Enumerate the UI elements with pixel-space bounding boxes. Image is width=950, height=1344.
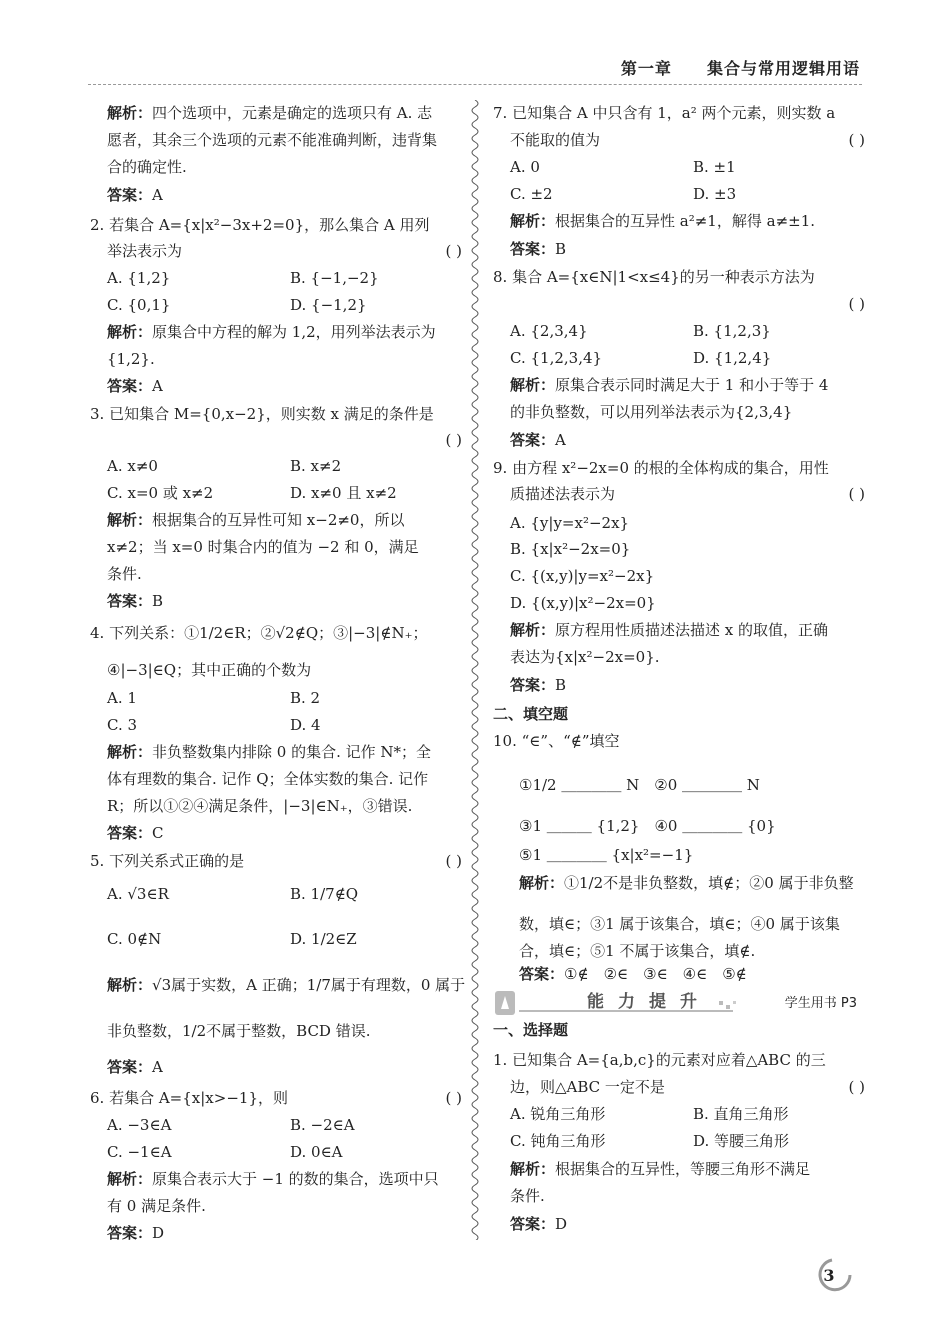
text-line [90, 657, 462, 683]
line-text: 合，填∈；⑤1 不属于该集合，填∉. [519, 942, 756, 960]
line-text: 原集合中方程的解为 1,2，用列举法表示为 [152, 323, 436, 341]
text-line [90, 346, 462, 372]
explanation-label: 解析： [107, 104, 153, 122]
text-line [493, 536, 865, 562]
section-heading [493, 701, 865, 727]
line-text: 合的确定性. [107, 158, 187, 176]
text-line [90, 561, 462, 587]
line-text: A [152, 186, 163, 204]
student-book-ref: 学生用书 P3 [784, 996, 857, 1011]
line-text: 条件. [107, 565, 142, 583]
option-b: B. 1/7∉Q [290, 885, 359, 903]
line-text: ①1/2不是非负整数，填∉；②0 属于非负整 [564, 874, 854, 892]
option-b: D. 0∈A [290, 1143, 343, 1161]
option-row [90, 685, 462, 711]
option-row [493, 181, 865, 207]
text-line [493, 1074, 865, 1100]
option-row [90, 881, 462, 907]
text-line [493, 563, 865, 589]
line-text: 非负整数集内排除 0 的集合. 记作 N*；全 [152, 743, 432, 761]
line-text: D [152, 1224, 165, 1242]
option-b: D. ±3 [693, 185, 737, 203]
option-b: B. 直角三角形 [693, 1105, 789, 1123]
option-a: C. 钝角三角形 [510, 1132, 606, 1150]
explanation-label: 解析： [107, 743, 153, 761]
question-line [493, 1047, 865, 1073]
answer-line [90, 588, 462, 614]
question-line [90, 212, 462, 238]
line-text: 一、选择题 [493, 1021, 569, 1039]
line-text: ①1/2 ＿＿＿＿ N ②0 ＿＿＿＿ N [519, 776, 760, 794]
text-line [493, 911, 865, 937]
answer-label: 答案： [107, 377, 153, 395]
line-text: x≠2；当 x=0 时集合内的值为 −2 和 0，满足 [107, 538, 419, 556]
answer-label: 答案： [510, 676, 556, 694]
line-text: 原集合表示同时满足大于 1 和小于等于 4 [555, 376, 829, 394]
option-a: C. −1∈A [107, 1143, 172, 1161]
text-line [493, 813, 865, 839]
line-text: 表达为{x|x²−2x=0}. [510, 648, 660, 666]
question-line [90, 848, 462, 874]
answer-bracket: ( ) [445, 1089, 462, 1107]
line-text: ③1 ＿＿＿ {1,2} ④0 ＿＿＿＿ {0} [519, 817, 776, 835]
option-a: A. x≠0 [107, 457, 158, 475]
text-line [90, 127, 462, 153]
option-row [493, 345, 865, 371]
answer-line [90, 1220, 462, 1246]
explanation-line [493, 870, 865, 896]
line-text: 2. 若集合 A={x|x²−3x+2=0}，那么集合 A 用列 [90, 216, 430, 234]
explanation-line [90, 507, 462, 533]
answer-bracket: ( ) [848, 131, 865, 149]
line-text: 9. 由方程 x²−2x=0 的根的全体构成的集合，用性 [493, 459, 829, 477]
text-line [493, 1183, 865, 1209]
banner-title: 能力提升 [587, 992, 711, 1012]
line-text: 根据集合的互异性 a²≠1，解得 a≠±1. [555, 212, 816, 230]
option-a: C. {1,2,3,4} [510, 349, 603, 367]
text-line [90, 238, 462, 264]
line-text: B. {x|x²−2x=0} [510, 540, 631, 558]
option-b: D. {1,2,4} [693, 349, 772, 367]
line-text: 根据集合的互异性可知 x−2≠0，所以 [152, 511, 405, 529]
section-heading [493, 1017, 865, 1043]
question-line [493, 264, 865, 290]
line-text: 6. 若集合 A={x|x>−1}，则 [90, 1089, 288, 1107]
answer-label: 答案： [107, 186, 153, 204]
line-text: 1. 已知集合 A={a,b,c}的元素对应着△ABC 的三 [493, 1051, 826, 1069]
answer-label: 答案： [510, 431, 556, 449]
answer-label: 答案： [107, 1058, 153, 1076]
line-text: 质描述法表示为 [510, 485, 616, 503]
line-text: 边，则△ABC 一定不是 [510, 1078, 665, 1096]
line-text: 原方程用性质描述法描述 x 的取值，正确 [555, 621, 829, 639]
answer-line [90, 182, 462, 208]
explanation-line [90, 1166, 462, 1192]
option-row [493, 1128, 865, 1154]
answer-label: 答案： [510, 240, 556, 258]
option-a: A. {1,2} [107, 269, 171, 287]
option-b: D. 4 [290, 716, 321, 734]
option-row [90, 712, 462, 738]
line-text: B [152, 592, 164, 610]
explanation-label: 解析： [519, 874, 565, 892]
line-text: 5. 下列关系式正确的是 [90, 852, 245, 870]
option-a: A. √3∈R [107, 885, 169, 903]
page-number-badge [812, 1258, 852, 1292]
option-row [493, 154, 865, 180]
option-a: A. 1 [107, 689, 137, 707]
answer-bracket: ( ) [848, 1078, 865, 1096]
explanation-line [90, 739, 462, 765]
option-b: B. ±1 [693, 158, 736, 176]
explanation-label: 解析： [107, 323, 153, 341]
option-a: C. ±2 [510, 185, 553, 203]
option-b: B. 2 [290, 689, 321, 707]
text-line [493, 399, 865, 425]
line-text: R；所以①②④满足条件，|−3|∈N₊，③错误. [107, 797, 413, 815]
line-text: 根据集合的互异性，等腰三角形不满足 [555, 1160, 811, 1178]
explanation-line [90, 100, 462, 126]
answer-line [493, 672, 865, 698]
question-line [493, 728, 865, 754]
line-text: C [152, 824, 164, 842]
question-line [90, 401, 462, 427]
explanation-line [493, 208, 865, 234]
explanation-line [90, 972, 466, 998]
line-text: 10. “∈”、“∉”填空 [493, 732, 620, 750]
line-text: A [555, 431, 566, 449]
option-row [90, 926, 462, 952]
explanation-line [90, 319, 462, 345]
question-line [493, 100, 865, 126]
answer-line [493, 236, 865, 262]
answer-bracket: ( ) [848, 295, 865, 313]
answer-label: 答案： [107, 824, 153, 842]
line-text: 四个选项中，元素是确定的选项只有 A. 志 [152, 104, 433, 122]
text-line [493, 481, 865, 507]
explanation-line [493, 372, 865, 398]
line-text: A [152, 377, 163, 395]
section-banner [493, 989, 865, 1019]
option-b: B. −2∈A [290, 1116, 355, 1134]
explanation-line [493, 1156, 865, 1182]
answer-label: 答案： [519, 965, 565, 983]
text-line [493, 644, 865, 670]
page-header [90, 56, 860, 80]
chapter-title: 集合与常用逻辑用语 [706, 59, 860, 78]
answer-line [90, 820, 462, 846]
text-line [493, 590, 865, 616]
line-text: 数，填∈；③1 属于该集合，填∈；④0 属于该集 [519, 915, 840, 933]
explanation-label: 解析： [510, 212, 556, 230]
option-row [90, 453, 462, 479]
line-text: {1,2}. [107, 350, 155, 368]
line-text: 愿者，其余三个选项的元素不能准确判断，违背集 [107, 131, 438, 149]
question-line [90, 620, 462, 646]
text-line [493, 772, 865, 798]
explanation-label: 解析： [510, 376, 556, 394]
option-a: A. −3∈A [107, 1116, 172, 1134]
page-number: 3 [823, 1266, 835, 1285]
question-line [493, 455, 865, 481]
option-b: D. 1/2∈Z [290, 930, 357, 948]
option-b: D. x≠0 且 x≠2 [290, 484, 397, 502]
line-text: 体有理数的集合. 记作 Q；全体实数的集合. 记作 [107, 770, 429, 788]
text-line [90, 427, 462, 453]
option-b: B. {1,2,3} [693, 322, 771, 340]
explanation-label: 解析： [107, 511, 153, 529]
answer-bracket: ( ) [445, 852, 462, 870]
column-divider [468, 100, 482, 1240]
line-text: 二、填空题 [493, 705, 569, 723]
text-line [90, 766, 462, 792]
answer-label: 答案： [107, 1224, 153, 1242]
line-text: C. {(x,y)|y=x²−2x} [510, 567, 655, 585]
line-text: 4. 下列关系：①1/2∈R；②√2∉Q；③|−3|∉N₊； [90, 624, 428, 642]
option-row [90, 1139, 462, 1165]
line-text: 原集合表示大于 −1 的数的集合，选项中只 [152, 1170, 439, 1188]
answer-line [90, 373, 462, 399]
answer-bracket: ( ) [445, 242, 462, 260]
option-a: A. {2,3,4} [510, 322, 588, 340]
explanation-label: 解析： [510, 621, 556, 639]
option-row [90, 265, 462, 291]
line-text: 非负整数，1/2不属于整数，BCD 错误. [107, 1022, 371, 1040]
answer-line [493, 961, 865, 987]
line-text: D [555, 1215, 568, 1233]
text-line [90, 534, 462, 560]
line-text: 不能取的值为 [510, 131, 601, 149]
text-line [90, 1018, 462, 1044]
explanation-label: 解析： [107, 976, 153, 994]
line-text: ①∉ ②∈ ③∈ ④∈ ⑤∉ [564, 965, 747, 983]
line-text: D. {(x,y)|x²−2x=0} [510, 594, 656, 612]
text-line [90, 154, 462, 180]
option-a: A. 0 [510, 158, 540, 176]
line-text: √3属于实数，A 正确；1/7属于有理数，0 属于 [152, 976, 466, 994]
line-text: 7. 已知集合 A 中只含有 1，a² 两个元素，则实数 a [493, 104, 836, 122]
text-line [90, 1193, 462, 1219]
text-line [493, 510, 865, 536]
text-line [90, 793, 462, 819]
explanation-label: 解析： [510, 1160, 556, 1178]
answer-line [493, 1211, 865, 1237]
line-text: A [152, 1058, 163, 1076]
answer-label: 答案： [510, 1215, 556, 1233]
answer-line [493, 427, 865, 453]
option-b: D. {−1,2} [290, 296, 367, 314]
option-b: B. {−1,−2} [290, 269, 379, 287]
text-line [493, 127, 865, 153]
line-text: 3. 已知集合 M={0,x−2}，则实数 x 满足的条件是 [90, 405, 434, 423]
answer-bracket: ( ) [848, 485, 865, 503]
option-a: C. 0∉N [107, 930, 162, 948]
explanation-label: 解析： [107, 1170, 153, 1188]
line-text: 的非负整数，可以用列举法表示为{2,3,4} [510, 403, 793, 421]
option-row [493, 318, 865, 344]
answer-label: 答案： [107, 592, 153, 610]
answer-bracket: ( ) [445, 431, 462, 449]
option-row [90, 480, 462, 506]
question-line [90, 1085, 462, 1111]
text-line [493, 842, 865, 868]
line-text: A. {y|y=x²−2x} [510, 514, 630, 532]
line-text: B [555, 676, 567, 694]
text-line [493, 291, 865, 317]
option-a: C. {0,1} [107, 296, 171, 314]
line-text: 条件. [510, 1187, 545, 1205]
option-a: C. 3 [107, 716, 138, 734]
option-b: D. 等腰三角形 [693, 1132, 790, 1150]
line-text: 举法表示为 [107, 242, 183, 260]
header-rule [88, 84, 862, 85]
option-row [493, 1101, 865, 1127]
option-a: C. x=0 或 x≠2 [107, 484, 214, 502]
answer-line [90, 1054, 462, 1080]
line-text: 有 0 满足条件. [107, 1197, 206, 1215]
line-text: ④|−3|∈Q；其中正确的个数为 [107, 661, 312, 679]
option-row [90, 292, 462, 318]
line-text: ⑤1 ＿＿＿＿ {x|x²=−1} [519, 846, 694, 864]
line-text: 8. 集合 A={x∈N|1<x≤4}的另一种表示方法为 [493, 268, 815, 286]
explanation-line [493, 617, 865, 643]
line-text: B [555, 240, 567, 258]
chapter-number: 第一章 [620, 59, 672, 78]
option-a: A. 锐角三角形 [510, 1105, 606, 1123]
option-row [90, 1112, 462, 1138]
option-b: B. x≠2 [290, 457, 342, 475]
